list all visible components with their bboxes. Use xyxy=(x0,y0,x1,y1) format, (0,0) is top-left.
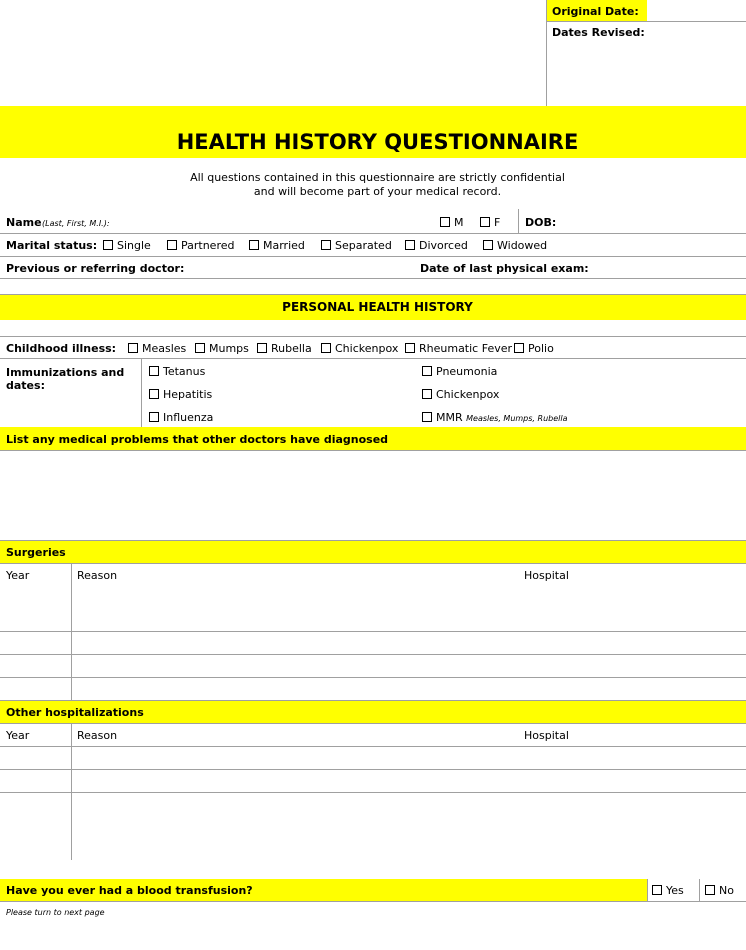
option-label: Yes xyxy=(666,884,684,897)
option-label: Separated xyxy=(335,239,392,252)
transfusion-no-option[interactable] xyxy=(705,884,734,897)
hospitalizations-col-year: Year xyxy=(6,729,30,742)
name-input[interactable] xyxy=(114,213,414,231)
row-divider xyxy=(0,233,746,234)
checkbox-icon[interactable] xyxy=(103,240,113,250)
page-title: HEALTH HISTORY QUESTIONNAIRE xyxy=(176,130,579,154)
mmr-note: Measles, Mumps, Rubella xyxy=(466,414,568,423)
option-label: Rheumatic Fever xyxy=(419,342,513,355)
option-label: Chickenpox xyxy=(335,342,399,355)
surgeries-row-4-field[interactable] xyxy=(72,678,746,700)
checkbox-icon[interactable] xyxy=(422,389,432,399)
checkbox-icon[interactable] xyxy=(249,240,259,250)
option-label: Hepatitis xyxy=(163,388,213,401)
previous-doctor-input[interactable] xyxy=(170,258,410,276)
footer-note: Please turn to next page xyxy=(6,908,105,917)
surgeries-row-3-field[interactable] xyxy=(72,655,746,677)
row-divider xyxy=(0,278,746,279)
childhood-option-measles[interactable] xyxy=(128,342,186,355)
marital-option-single[interactable] xyxy=(103,239,151,252)
surgeries-col-hospital: Hospital xyxy=(524,569,569,582)
hospitalizations-row-2-field[interactable] xyxy=(72,770,746,792)
dob-input[interactable] xyxy=(560,213,740,231)
option-label: No xyxy=(719,884,734,897)
immunization-option-hepatitis[interactable] xyxy=(149,388,212,401)
immunization-option-influenza[interactable] xyxy=(149,411,213,424)
confidential-line-1: All questions contained in this questionnaire are strictly confidential xyxy=(190,171,565,184)
option-label: Divorced xyxy=(419,239,468,252)
immunizations-label-line-2: dates: xyxy=(6,379,45,392)
checkbox-icon[interactable] xyxy=(321,240,331,250)
option-label: Partnered xyxy=(181,239,235,252)
option-label: Rubella xyxy=(271,342,312,355)
immunization-option-pneumonia[interactable] xyxy=(422,365,497,378)
sex-female-label: F xyxy=(494,216,501,229)
checkbox-icon[interactable] xyxy=(149,412,159,422)
medical-problems-textarea[interactable] xyxy=(2,453,744,537)
name-hint: (Last, First, M.I.): xyxy=(42,219,110,228)
surgeries-col-reason: Reason xyxy=(77,569,118,582)
confidential-line-2: and will become part of your medical record. xyxy=(253,185,502,198)
option-label: Mumps xyxy=(209,342,249,355)
option-label: Pneumonia xyxy=(436,365,498,378)
hospitalizations-row-1-field[interactable] xyxy=(72,747,746,769)
immunization-option-mmr[interactable] xyxy=(422,411,568,424)
immunizations-divider xyxy=(141,358,142,427)
original-date-label: Original Date: xyxy=(552,5,639,18)
row-divider xyxy=(0,256,746,257)
sex-male-option[interactable] xyxy=(440,216,464,229)
surgeries-row-1-field[interactable] xyxy=(72,586,746,630)
marital-option-married[interactable] xyxy=(249,239,305,252)
last-exam-input[interactable] xyxy=(575,258,740,276)
dob-label: DOB: xyxy=(525,216,557,229)
surgeries-col-year: Year xyxy=(6,569,30,582)
childhood-option-polio[interactable] xyxy=(514,342,554,355)
marital-option-separated[interactable] xyxy=(321,239,392,252)
revision-box-divider xyxy=(547,21,746,22)
option-label: Married xyxy=(263,239,305,252)
checkbox-icon[interactable] xyxy=(257,343,267,353)
checkbox-icon[interactable] xyxy=(514,343,524,353)
hospitalizations-col-reason: Reason xyxy=(77,729,118,742)
original-date-value-field[interactable] xyxy=(647,0,746,22)
childhood-option-mumps[interactable] xyxy=(195,342,249,355)
option-label: Widowed xyxy=(497,239,548,252)
hospitalizations-row-3-field[interactable] xyxy=(72,793,746,859)
marital-option-widowed[interactable] xyxy=(483,239,547,252)
marital-option-partnered[interactable] xyxy=(167,239,235,252)
transfusion-divider xyxy=(647,879,648,901)
surgeries-row-2-field[interactable] xyxy=(72,632,746,654)
row-divider xyxy=(0,563,746,564)
checkbox-icon[interactable] xyxy=(483,240,493,250)
sex-male-label: M xyxy=(454,216,464,229)
option-label: Measles xyxy=(142,342,187,355)
previous-doctor-label: Previous or referring doctor: xyxy=(6,262,185,275)
transfusion-divider xyxy=(699,879,700,901)
row-divider xyxy=(0,901,746,902)
option-label: Tetanus xyxy=(163,365,206,378)
medical-problems-label: List any medical problems that other doctors have diagnosed xyxy=(6,433,389,446)
checkbox-icon[interactable] xyxy=(128,343,138,353)
surgeries-title: Surgeries xyxy=(6,546,66,559)
transfusion-yes-option[interactable] xyxy=(652,884,684,897)
immunizations-label-line-1: Immunizations and xyxy=(6,366,125,379)
checkbox-icon[interactable] xyxy=(705,885,715,895)
childhood-illness-label: Childhood illness: xyxy=(6,342,117,355)
checkbox-icon[interactable] xyxy=(321,343,331,353)
marital-status-label: Marital status: xyxy=(6,239,98,252)
immunization-option-chickenpox[interactable] xyxy=(422,388,499,401)
last-exam-label: Date of last physical exam: xyxy=(420,262,589,275)
row-divider xyxy=(0,358,746,359)
checkbox-icon[interactable] xyxy=(195,343,205,353)
immunization-option-tetanus[interactable] xyxy=(149,365,205,378)
childhood-option-rubella[interactable] xyxy=(257,342,312,355)
row-divider xyxy=(0,450,746,451)
dates-revised-label: Dates Revised: xyxy=(552,26,645,39)
checkbox-icon[interactable] xyxy=(149,366,159,376)
name-label: Name xyxy=(6,216,42,229)
checkbox-icon[interactable] xyxy=(440,217,450,227)
row-divider xyxy=(0,723,746,724)
row-divider xyxy=(0,336,746,337)
hospitalizations-col-hospital: Hospital xyxy=(524,729,569,742)
hospitalizations-title: Other hospitalizations xyxy=(6,706,144,719)
checkbox-icon[interactable] xyxy=(405,343,415,353)
childhood-option-rheumatic-fever[interactable] xyxy=(405,342,512,355)
checkbox-icon[interactable] xyxy=(422,412,432,422)
checkbox-icon[interactable] xyxy=(422,366,432,376)
checkbox-icon[interactable] xyxy=(652,885,662,895)
transfusion-question: Have you ever had a blood transfusion? xyxy=(6,884,253,897)
option-label: Polio xyxy=(528,342,554,355)
option-label: MMR xyxy=(436,411,463,424)
childhood-option-chickenpox[interactable] xyxy=(321,342,398,355)
checkbox-icon[interactable] xyxy=(167,240,177,250)
sex-female-option[interactable] xyxy=(480,216,500,229)
surgeries-band xyxy=(0,541,746,563)
option-label: Chickenpox xyxy=(436,388,500,401)
option-label: Influenza xyxy=(163,411,214,424)
checkbox-icon[interactable] xyxy=(149,389,159,399)
dob-divider xyxy=(518,209,519,233)
checkbox-icon[interactable] xyxy=(480,217,490,227)
personal-history-title: PERSONAL HEALTH HISTORY xyxy=(282,300,473,314)
option-label: Single xyxy=(117,239,151,252)
marital-option-divorced[interactable] xyxy=(405,239,468,252)
checkbox-icon[interactable] xyxy=(405,240,415,250)
